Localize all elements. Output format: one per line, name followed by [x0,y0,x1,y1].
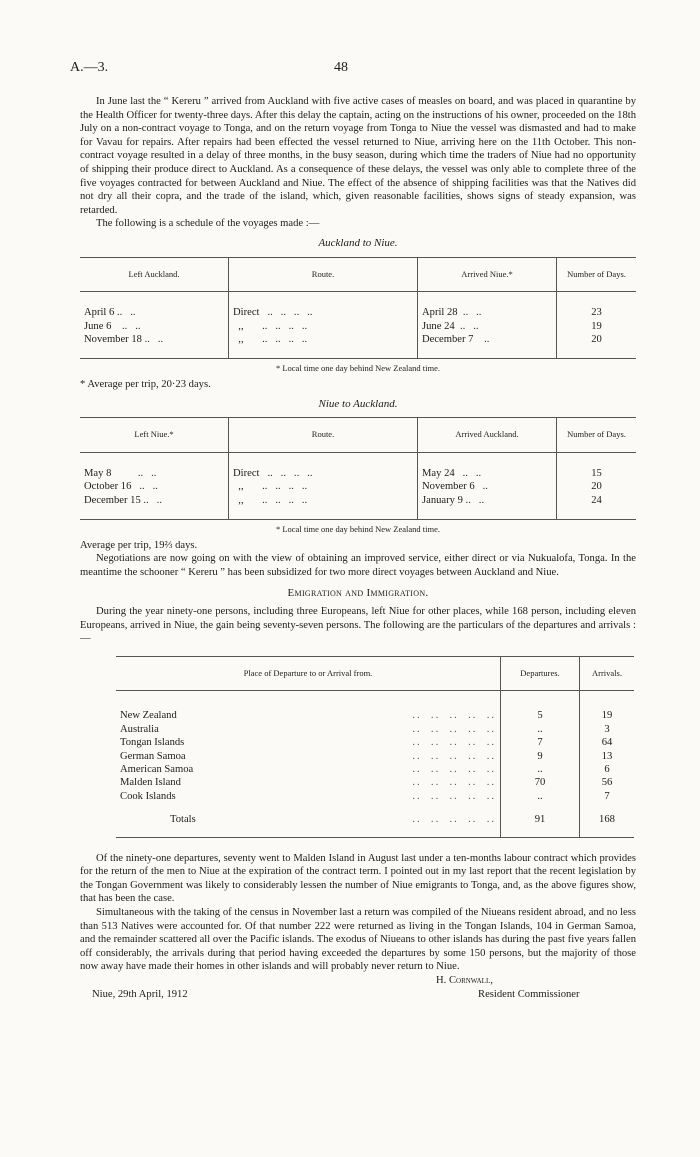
paragraph-migration-summary: During the year ninety-one persons, including three Europeans, left Niue for other places, while 168 person, including eleven Europeans, arrived in Niue, the gain being seventy-seven persons. The following are the particulars of the departures and arrivals :— [80,605,636,645]
table-footnote: * Local time one day behind New Zealand time. [275,523,441,534]
left-date: October 16 [84,481,132,493]
column-header: Departures. [501,656,580,691]
place: Australia [120,723,159,735]
arrivals-value: 19 [601,710,613,722]
signatory-name: H. Cornwall, [436,974,493,986]
arrivals-value: 64 [601,737,613,749]
table-title-niue-to-auckland: Niue to Auckland. [318,397,398,410]
voyages-auckland-to-niue-table [80,257,636,360]
column-header: Route. [229,257,418,292]
section-heading: Emigration and Immigration. [287,587,429,600]
route: ,, [238,494,244,506]
table-row: June 6 .. .. ,, .. .. .. .. June 24 .. .. 19 [80,320,636,333]
table-row: Australia .. .. .. .. .. .. 3 [116,723,634,736]
arrived-date: January 9 [422,494,463,506]
number-of-days: 23 [591,307,602,319]
table-row: Tongan Islands .. .. .. .. .. 7 64 [116,736,634,749]
arrivals-value: 56 [601,777,613,789]
signature-block [80,974,636,1014]
place: Malden Island [120,777,181,789]
number-of-days: 19 [591,320,602,332]
departures-value: 7 [501,736,580,749]
arrived-date: December 7 [422,333,474,345]
column-header: Route. [229,418,418,453]
paragraph-negotiations: Negotiations are now going on with the view of obtaining an improved service, either direct or via Nukualofa, Tonga. In the meantime the schooner “ Kereru ” has been subsidized for two more direct voyages between Auckland and Niue. [80,553,636,578]
total-arrivals: 168 [580,803,635,837]
signatory-title: Resident Commissioner [478,988,580,1000]
route: Direct [233,467,260,479]
departures-value: 70 [501,776,580,789]
column-header: Arrivals. [580,656,635,691]
departures-value: .. [501,763,580,776]
route: ,, [238,333,244,345]
arrivals-value: 3 [604,723,610,735]
table-row: November 18 .. .. ,, .. .. .. .. December 7 .. 20 [80,333,636,359]
number-of-days: 20 [557,333,637,359]
number-of-days: 15 [591,467,602,479]
arrivals-value: 13 [601,750,613,762]
table-footnote: * Local time one day behind New Zealand time. [275,363,441,374]
report-body [80,95,636,1014]
arrived-date: November 6 [422,481,475,493]
column-header: Number of Days. [557,257,637,292]
column-header: Place of Departure to or Arrival from. [116,656,501,691]
totals-row: Totals .. .. .. .. .. 91 168 [116,803,634,837]
table-row: December 15 .. .. ,, .. .. .. .. January 9 .. .. 24 [80,494,636,520]
route: ,, [238,481,244,493]
place: American Samoa [120,763,194,775]
column-header: Left Auckland. [80,257,229,292]
left-date: April 6 [84,307,115,319]
left-date: December 15 [84,494,141,506]
paragraph-departures-detail: Of the ninety-one departures, seventy went to Malden Island in August last under a ten-months labour contract which provides for the return of the men to Niue at the expiration of the contract term. I pointed out in my last report that the recent legislation by the Tongan Government was likely to considerably lessen the number of Niue emigrants to Tonga, and, as the above figures show, that has been the case. [80,852,636,905]
arrived-date: June 24 [422,320,455,332]
page-number: 48 [334,60,348,75]
total-departures: 91 [501,803,580,837]
arrived-date: April 28 [422,307,458,319]
table-row: October 16 .. .. ,, .. .. .. .. November 6 .. 20 [80,480,636,493]
table-row: New Zealand .. .. .. .. .. 5 19 [116,691,634,723]
column-header: Left Niue.* [80,418,229,453]
table-row: April 6 .. .. Direct .. .. .. .. April 28 .. .. 23 [80,292,636,320]
departures-arrivals-table [116,656,634,838]
table-title-auckland-to-niue: Auckland to Niue. [318,236,398,249]
average-per-trip: * Average per trip, 20·23 days. [80,378,211,390]
paragraph-kereru-measles: In June last the “ Kereru ” arrived from Auckland with five active cases of measles on board, and was placed in quarantine by the Health Officer for twenty-three days. After this delay the captain, acting on the instructions of his owner, proceeded on the 18th July on a non-contract voyage to Tonga, and on the return voyage from Tonga to Niue the vessel was dismasted and had to make for Vavau for repairs. After repairs had been effected the vessel returned to Niue, arriving here on the 11th October. This non-contract voyage resulted in a delay of three months, in the busy season, during which time the traders of Niue had no opportunity of shipping their produce direct to Auckland. As a consequence of these delays, the vessel was only able to complete three of the five voyages contracted for between Auckland and Niue. The effect of the absence of shipping facilities was that the Natives did not dry all their copra, and the trade of the island, which, given reasonable facilities, shows signs of steady expansion, was retarded. [80,96,636,216]
column-header: Arrived Niue.* [418,257,557,292]
table-row: Malden Island .. .. .. .. .. 70 56 [116,776,634,789]
paragraph-schedule-intro: The following is a schedule of the voyages made :— [96,218,320,230]
arrivals-value: 7 [604,790,610,802]
left-date: May 8 [84,467,112,479]
route: ,, [238,320,244,332]
number-of-days: 24 [557,494,637,520]
average-per-trip: Average per trip, 19⅔ days. [80,539,198,551]
departures-value: 5 [501,691,580,723]
column-header: Arrived Auckland. [418,418,557,453]
table-row: Cook Islands .. .. .. .. .. .. 7 [116,790,634,803]
arrived-date: May 24 [422,467,455,479]
place: Tongan Islands [120,737,185,749]
departures-value: .. [501,723,580,736]
report-reference: A.—3. [70,60,109,75]
place: German Samoa [120,750,186,762]
place: Cook Islands [120,790,176,802]
table-row: May 8 .. .. Direct .. .. .. .. May 24 .. .. 15 [80,452,636,480]
place: New Zealand [120,710,177,722]
table-row: German Samoa .. .. .. .. .. 9 13 [116,750,634,763]
left-date: November 18 [84,333,142,345]
left-date: June 6 [84,320,112,332]
table-row: American Samoa .. .. .. .. .. .. 6 [116,763,634,776]
voyages-niue-to-auckland-table [80,417,636,520]
arrivals-value: 6 [604,763,610,775]
paragraph-census-return: Simultaneous with the taking of the census in November last a return was compiled of the Niueans resident abroad, and no less than 513 Natives were accounted for. Of that number 222 were returned as living in the Tongan Islands, 104 in German Samoa, and the remainder scattered all over the Pacific islands. The exodus of Niueans to other islands has during the past five years fallen off considerably, the arrivals during that period having exceeded the departures by some 150 persons, but the majority of those now away have made their homes in other islands and will probably never return to Niue. [80,906,636,973]
place-and-date: Niue, 29th April, 1912 [92,988,188,1000]
number-of-days: 20 [591,481,602,493]
route: Direct [233,307,260,319]
departures-value: 9 [501,750,580,763]
departures-value: .. [501,790,580,803]
totals-label: Totals [170,814,196,826]
column-header: Number of Days. [557,418,637,453]
